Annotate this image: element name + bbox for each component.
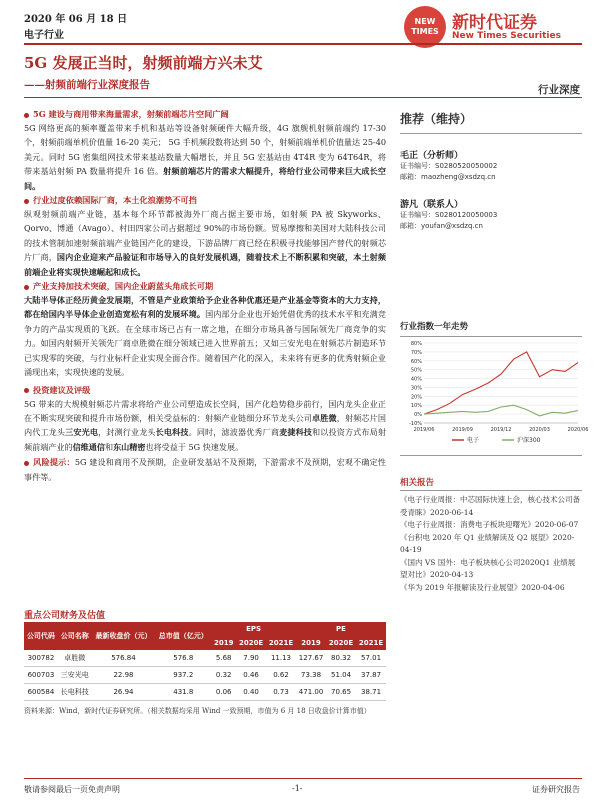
y-tick-label: 80%	[410, 341, 422, 347]
table-cell: 600584	[24, 684, 58, 701]
x-tick-label: 2019/12	[490, 427, 512, 433]
analyst-name: 游凡（联系人）	[400, 200, 464, 210]
bullet-icon	[24, 388, 29, 393]
valuation-table	[24, 622, 386, 701]
table-cell: 0.32	[211, 667, 236, 684]
y-tick-label: 20%	[410, 394, 422, 401]
related-report-item[interactable]: 《电子行业周报：消费电子板块迎曙光》2020-06-07	[400, 520, 579, 529]
table-cell: 0.40	[236, 684, 266, 701]
table-cell: 0.06	[211, 684, 236, 701]
sidebar	[400, 108, 589, 594]
table-cell: 0.73	[266, 684, 296, 701]
x-tick-label: 2019/06	[413, 427, 435, 433]
table-row	[24, 650, 386, 667]
rating: 推荐（维持）	[400, 112, 473, 126]
page-number: -1-	[292, 784, 303, 793]
table-cell: 57.01	[356, 650, 386, 667]
y-tick-label: 50%	[410, 367, 422, 374]
bullet-icon	[24, 461, 29, 466]
col-header: 2020E	[236, 636, 266, 650]
related-report-item[interactable]: 《台积电 2020 年 Q1 业绩解读及 Q2 展望》2020-04-19	[400, 532, 575, 554]
table-cell: 22.98	[92, 667, 156, 684]
table-source-note: 资料来源：Wind，新时代证券研究所。（相关数据均采用 Wind 一致预期，市值为 6 月 18 日收盘价计算市值）	[24, 707, 371, 715]
col-header: EPS	[211, 622, 296, 636]
table-cell: 300782	[24, 650, 58, 667]
table-cell: 7.90	[236, 650, 266, 667]
table-cell: 5.68	[211, 650, 236, 667]
report-subtitle: ——射频前端行业深度报告	[24, 79, 150, 91]
table-cell: 26.94	[92, 684, 156, 701]
legend-label: 电子	[467, 437, 480, 444]
table-cell: 431.8	[155, 684, 211, 701]
table-cell: 576.8	[155, 650, 211, 667]
table-cell: 937.2	[155, 667, 211, 684]
col-header: PE	[296, 622, 386, 636]
y-tick-label: 60%	[410, 358, 422, 365]
col-header: 公司代码	[24, 622, 58, 650]
footer-disclaimer: 敬请参阅最后一页免责声明	[24, 785, 120, 794]
footer-report-type: 证券研究报告	[532, 785, 580, 794]
report-date: 2020 年 06 月 18 日	[24, 14, 128, 25]
bullet-icon	[24, 199, 29, 204]
analyst-email[interactable]: 邮箱：maozheng@xsdzq.cn	[400, 173, 496, 181]
header-divider	[24, 43, 582, 45]
col-header: 2021E	[266, 636, 296, 650]
table-cell: 0.62	[266, 667, 296, 684]
rating-divider	[400, 133, 582, 134]
legend-label: 沪深300	[517, 437, 541, 444]
related-reports-title: 相关报告	[400, 478, 435, 488]
y-tick-label: 40%	[410, 376, 422, 383]
col-header: 2020E	[326, 636, 356, 650]
col-header: 2019	[296, 636, 326, 650]
table-cell: 三安光电	[58, 667, 92, 684]
section-body: 5G 网络更高的频率覆盖带来手机和基站等设备射频硬件大幅升级，4G 旗舰机射频前端约 17-30 个，射频前端单机价值量 16-20 美元； 5G 手机频段数将达到 50 个，射频前端单机价值量达 25-40 美元。同时 5G 密集组网技术带来基站数量大幅增长，并且 5G 宏基站由 4T4R 变为 64T64R，将带来基站射频 PA 数量将提升 16 倍。射频前端芯片的需求大幅提升，将给行业公司带来巨大成长空间。	[24, 123, 386, 191]
table-row	[24, 684, 386, 701]
brand-name-cn: 新时代证券	[452, 13, 537, 33]
col-header: 2019	[211, 636, 236, 650]
related-report-item[interactable]: 《电子行业周报：中芯国际快速上会，核心技术公司备受青睐》2020-06-14	[400, 495, 580, 517]
col-header: 公司名称	[58, 622, 92, 650]
section-body: 纵观射频前端产业链，基本每个环节都被海外厂商占据主要市场，如射频 PA 被 Skyworks、Qorvo、博通（Avago）、村田四家公司占据超过 90%的市场份额。贸易摩擦和美国对大陆科技公司的技术管制加速射频前端产业链国产化的建设，下游品牌厂商已经在积极寻找能够国产替代的射频芯片厂商，国内企业迎来产品验证和市场导入的良好发展机遇，随着技术上不断积累和突破，本土射频前端企业将实现快速崛起和成长。	[24, 209, 386, 277]
x-tick-label: 2019/09	[452, 427, 473, 433]
analyst-cert: 证书编号：S0280520050002	[400, 162, 498, 170]
col-header: 2021E	[356, 636, 386, 650]
table-cell: 471.00	[296, 684, 326, 701]
table-cell: 600703	[24, 667, 58, 684]
main-text-column	[24, 108, 386, 485]
bullet-icon	[24, 113, 29, 118]
table-cell: 长电科技	[58, 684, 92, 701]
table-cell: 11.13	[266, 650, 296, 667]
x-tick-label: 2020/06	[567, 427, 589, 433]
y-tick-label: -10%	[409, 421, 422, 427]
table-cell: 80.32	[326, 650, 356, 667]
y-tick-label: 10%	[410, 403, 422, 410]
title-divider	[24, 97, 582, 98]
analyst-email[interactable]: 邮箱：youfan@xsdzq.cn	[400, 222, 483, 230]
y-tick-label: 0%	[414, 412, 422, 419]
brand-name-en: New Times Securities	[452, 31, 561, 41]
table-cell: 70.65	[326, 684, 356, 701]
y-tick-label: 70%	[410, 349, 422, 356]
table-title: 重点公司财务及估值	[24, 611, 106, 621]
table-row	[24, 667, 386, 684]
risk-note: 风险提示：5G 建设和商用不及预期，企业研发基站不及预期，下游需求不及预期，宏观不确定性事件等。	[24, 457, 386, 482]
y-tick-label: 30%	[410, 385, 422, 392]
table-cell: 37.87	[356, 667, 386, 684]
table-cell: 127.67	[296, 650, 326, 667]
col-header: 总市值（亿元）	[155, 622, 211, 650]
table-cell: 576.84	[92, 650, 156, 667]
report-type: 行业深度	[538, 84, 580, 96]
section-heading: 投资建议及评级	[24, 384, 386, 397]
table-cell: 0.46	[236, 667, 266, 684]
section-body: 大陆半导体正经历黄金发展期，不管是产业政策给予企业各种优惠还是产业基金等资本的大力支持，都在给国内半导体企业创造宽松有利的发展环境。国内部分企业也开始凭借优秀的技术水平和充满竞争力的产品实现质的飞跃。在全球市场已占有一席之地，在细分市场具备与国际领先厂商竞争的实力。如国内射频开关领先厂商卓胜微在细分领域已进入世界前五；又如三安光电在射频芯片制造环节已实现零的突破，与行业标杆企业实现全面合作。随着国产化的深入，未来将有更多的优秀射频企业涌现出来，实现快速的发展。	[24, 295, 386, 378]
footer-divider	[24, 778, 582, 779]
industry-label: 电子行业	[24, 30, 64, 41]
logo-mark-icon: NEW TIMES	[404, 6, 446, 48]
related-report-item[interactable]: 《国内 VS 国外：电子板块核心公司2020Q1 业绩展望对比》2020-04-13	[400, 557, 576, 579]
section-heading: 行业过度依赖国际厂商，本土化浪潮势不可挡	[24, 194, 386, 207]
analyst-name: 毛正（分析师）	[400, 151, 464, 161]
table-cell: 38.71	[356, 684, 386, 701]
section-heading: 5G 建设与商用带来海量需求，射频前端芯片空间广阔	[24, 108, 386, 121]
table-cell: 51.04	[326, 667, 356, 684]
report-title: 5G 发展正当时，射频前端方兴未艾	[24, 54, 263, 72]
series-line-电子	[424, 352, 578, 414]
table-cell: 73.38	[296, 667, 326, 684]
table-cell: 卓胜微	[58, 650, 92, 667]
chart-title: 行业指数一年走势	[400, 322, 469, 332]
section-body: 5G 带来的大规模射频芯片需求将给产业公司塑造成长空间，国产化趋势稳步前行，国内龙头企业正在不断实现突破和提升市场份额，相关受益标的：射频产业链细分环节龙头公司卓胜微，射频芯片国内代工龙头三安光电，封测行业龙头长电科技。同时，滤波器优秀厂商麦捷科技和以投资方式布局射频前端产业的信维通信和东山精密也将受益于 5G 快速发展。	[24, 398, 386, 452]
bullet-icon	[24, 285, 29, 290]
index-trend-chart	[400, 337, 589, 447]
section-heading: 产业支持加技术突破，国内企业蔚蓝头角成长可期	[24, 280, 386, 293]
related-report-item[interactable]: 《华为 2019 年报解读及行业展望》2020-04-06	[400, 582, 565, 592]
analyst-cert: 证书编号：S0280120050003	[400, 211, 498, 219]
col-header: 最新收盘价（元）	[92, 622, 156, 650]
x-tick-label: 2020/03	[529, 427, 550, 433]
